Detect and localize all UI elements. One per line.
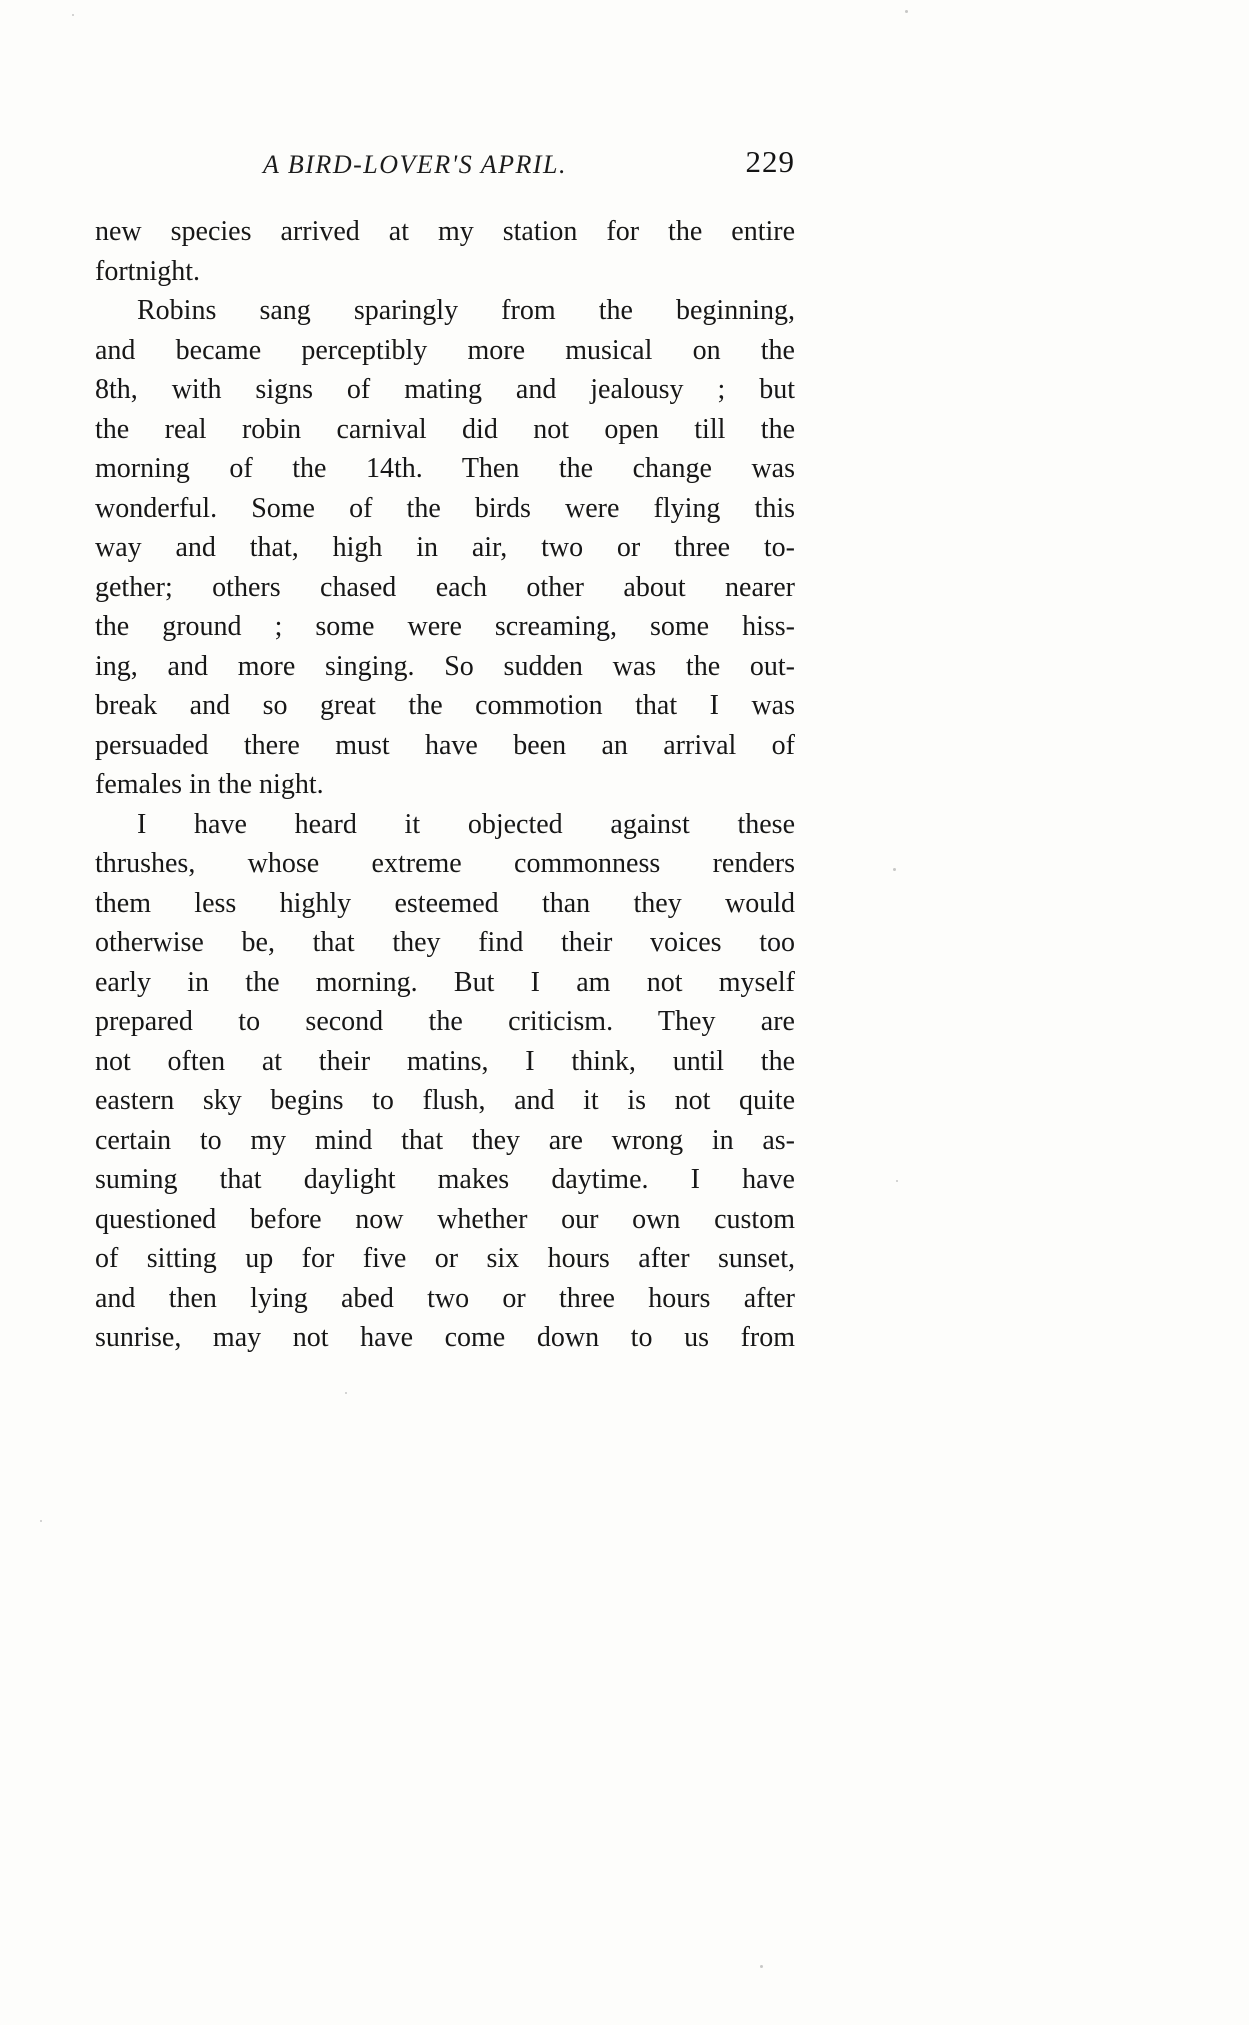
text-line: way and that, high in air, two or three to-	[95, 532, 795, 563]
text-line: them less highly esteemed than they would	[95, 887, 795, 919]
text-line: morning of the 14th. Then the change was	[95, 453, 795, 484]
text-line: fortnight.	[95, 255, 200, 287]
scan-speck	[72, 14, 74, 16]
text-line: prepared to second the criticism. They are	[95, 1006, 795, 1037]
body-text	[95, 212, 795, 1358]
scan-speck	[345, 1392, 347, 1394]
text-line: not often at their matins, I think, until the	[95, 1045, 795, 1077]
scan-speck	[905, 10, 908, 13]
text-line: Robins sang sparingly from the beginning,	[137, 295, 795, 326]
text-line: persuaded there must have been an arrival of	[95, 729, 795, 761]
text-line: the ground ; some were screaming, some hiss-	[95, 611, 795, 642]
text-line: otherwise be, that they find their voices too	[95, 927, 795, 958]
scan-speck	[896, 1180, 898, 1182]
text-line: suming that daylight makes daytime. I have	[95, 1164, 795, 1195]
scan-speck	[40, 1520, 42, 1522]
text-line: and then lying abed two or three hours after	[95, 1282, 795, 1314]
text-line: eastern sky begins to flush, and it is not quite	[95, 1085, 795, 1116]
text-column	[95, 144, 795, 1358]
text-line: and became perceptibly more musical on the	[95, 334, 795, 366]
text-line: of sitting up for five or six hours after sunset,	[95, 1243, 795, 1274]
text-line: the real robin carnival did not open till the	[95, 413, 795, 445]
paragraph	[95, 291, 795, 805]
text-line: sunrise, may not have come down to us from	[95, 1322, 795, 1353]
scan-speck	[760, 1965, 763, 1968]
text-line: wonderful. Some of the birds were flying this	[95, 492, 795, 524]
text-line: gether; others chased each other about nearer	[95, 571, 795, 603]
paragraph	[95, 212, 795, 291]
text-line: certain to my mind that they are wrong in as-	[95, 1124, 795, 1156]
text-line: I have heard it objected against these	[137, 808, 795, 840]
text-line: females in the night.	[95, 769, 324, 800]
text-line: ing, and more singing. So sudden was the out-	[95, 650, 795, 682]
text-line: questioned before now whether our own custom	[95, 1203, 795, 1235]
text-line: thrushes, whose extreme commonness renders	[95, 848, 795, 879]
paragraph	[95, 805, 795, 1358]
page-number: 229	[745, 144, 795, 179]
text-line: 8th, with signs of mating and jealousy ; but	[95, 374, 795, 405]
page-header	[95, 144, 795, 196]
text-line: early in the morning. But I am not myself	[95, 966, 795, 998]
scan-speck	[893, 868, 896, 871]
running-title: A BIRD-LOVER'S APRIL.	[262, 150, 567, 179]
text-line: new species arrived at my station for the entire	[95, 216, 795, 247]
text-line: break and so great the commotion that I was	[95, 690, 795, 721]
